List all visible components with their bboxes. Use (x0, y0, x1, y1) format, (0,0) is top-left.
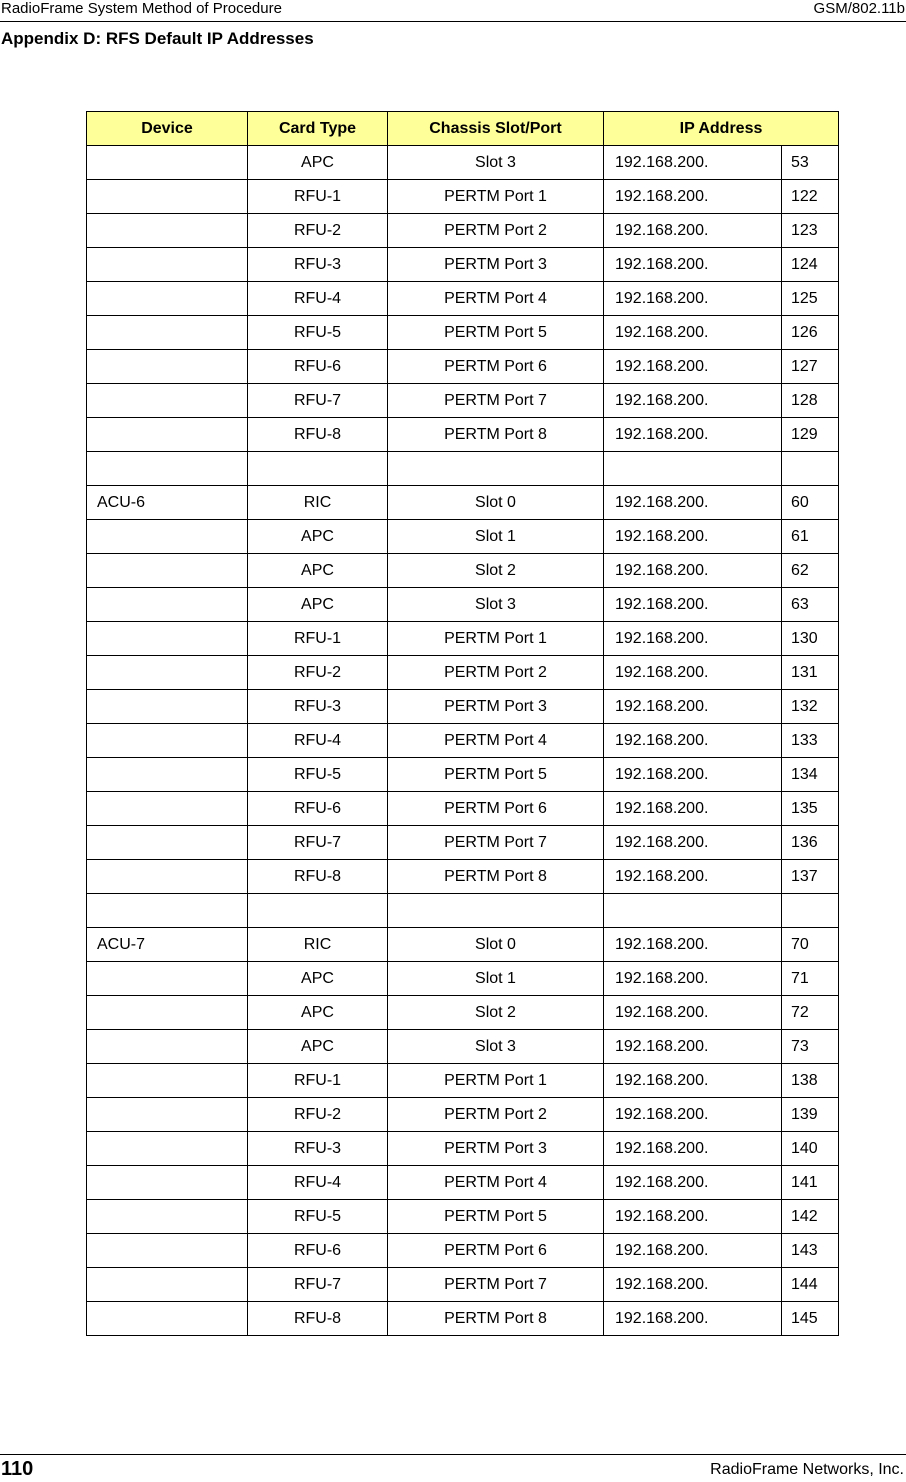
cell-ip-octet: 123 (782, 214, 839, 248)
cell-card-type: RFU-8 (248, 418, 388, 452)
cell-ip-base: 192.168.200. (604, 690, 782, 724)
cell-device (87, 656, 248, 690)
cell-ip-base: 192.168.200. (604, 520, 782, 554)
cell-chassis-slot-port: PERTM Port 8 (388, 860, 604, 894)
cell-ip-octet: 70 (782, 928, 839, 962)
cell-ip-octet: 122 (782, 180, 839, 214)
cell-ip-base: 192.168.200. (604, 724, 782, 758)
cell-chassis-slot-port: Slot 0 (388, 928, 604, 962)
cell-ip-base (604, 452, 782, 486)
cell-card-type: RFU-8 (248, 1302, 388, 1336)
cell-card-type (248, 452, 388, 486)
column-header-chassis-slot-port: Chassis Slot/Port (388, 112, 604, 146)
table-row (87, 520, 839, 554)
cell-chassis-slot-port (388, 452, 604, 486)
cell-device: ACU-6 (87, 486, 248, 520)
cell-ip-base: 192.168.200. (604, 214, 782, 248)
cell-ip-base: 192.168.200. (604, 418, 782, 452)
cell-ip-base: 192.168.200. (604, 1234, 782, 1268)
cell-ip-octet: 145 (782, 1302, 839, 1336)
cell-ip-octet: 134 (782, 758, 839, 792)
cell-device (87, 418, 248, 452)
cell-chassis-slot-port: PERTM Port 3 (388, 248, 604, 282)
table-row (87, 758, 839, 792)
page-number: 110 (1, 1458, 34, 1480)
cell-chassis-slot-port: PERTM Port 7 (388, 1268, 604, 1302)
cell-ip-base: 192.168.200. (604, 1302, 782, 1336)
cell-chassis-slot-port: PERTM Port 1 (388, 622, 604, 656)
cell-ip-octet: 139 (782, 1098, 839, 1132)
cell-chassis-slot-port: Slot 3 (388, 146, 604, 180)
ip-address-table (86, 111, 839, 1336)
cell-ip-base: 192.168.200. (604, 962, 782, 996)
cell-chassis-slot-port: Slot 1 (388, 962, 604, 996)
cell-ip-base: 192.168.200. (604, 1098, 782, 1132)
cell-card-type: RFU-3 (248, 1132, 388, 1166)
table-row (87, 1064, 839, 1098)
table-row (87, 1098, 839, 1132)
cell-card-type: APC (248, 1030, 388, 1064)
cell-ip-octet: 137 (782, 860, 839, 894)
cell-device (87, 690, 248, 724)
cell-card-type: RFU-5 (248, 1200, 388, 1234)
cell-card-type: RFU-7 (248, 826, 388, 860)
cell-device (87, 146, 248, 180)
cell-card-type: RFU-1 (248, 622, 388, 656)
cell-ip-octet: 124 (782, 248, 839, 282)
cell-device (87, 1132, 248, 1166)
cell-ip-octet: 142 (782, 1200, 839, 1234)
cell-chassis-slot-port: PERTM Port 2 (388, 1098, 604, 1132)
cell-device (87, 1166, 248, 1200)
page-footer (0, 1454, 906, 1482)
cell-card-type: RFU-4 (248, 1166, 388, 1200)
table-row (87, 792, 839, 826)
cell-chassis-slot-port: PERTM Port 3 (388, 1132, 604, 1166)
table-row (87, 962, 839, 996)
cell-device (87, 520, 248, 554)
cell-ip-base: 192.168.200. (604, 1132, 782, 1166)
cell-card-type: APC (248, 146, 388, 180)
table-row (87, 894, 839, 928)
cell-chassis-slot-port: PERTM Port 7 (388, 384, 604, 418)
cell-card-type: RFU-8 (248, 860, 388, 894)
cell-ip-base: 192.168.200. (604, 1064, 782, 1098)
cell-device (87, 996, 248, 1030)
cell-ip-octet: 143 (782, 1234, 839, 1268)
cell-chassis-slot-port: PERTM Port 7 (388, 826, 604, 860)
table-row (87, 214, 839, 248)
table-row (87, 860, 839, 894)
cell-device (87, 282, 248, 316)
table-row (87, 384, 839, 418)
cell-ip-base: 192.168.200. (604, 656, 782, 690)
table-row (87, 622, 839, 656)
cell-ip-base: 192.168.200. (604, 860, 782, 894)
cell-device (87, 1268, 248, 1302)
cell-chassis-slot-port: PERTM Port 4 (388, 1166, 604, 1200)
cell-card-type: RFU-5 (248, 758, 388, 792)
cell-card-type: APC (248, 996, 388, 1030)
table-row (87, 316, 839, 350)
cell-card-type: RFU-6 (248, 350, 388, 384)
table-row (87, 656, 839, 690)
cell-device: ACU-7 (87, 928, 248, 962)
cell-chassis-slot-port: Slot 2 (388, 554, 604, 588)
cell-ip-octet: 72 (782, 996, 839, 1030)
cell-chassis-slot-port: PERTM Port 5 (388, 1200, 604, 1234)
cell-chassis-slot-port: PERTM Port 3 (388, 690, 604, 724)
cell-device (87, 792, 248, 826)
cell-card-type: APC (248, 588, 388, 622)
cell-device (87, 1030, 248, 1064)
cell-ip-octet: 126 (782, 316, 839, 350)
cell-chassis-slot-port: PERTM Port 8 (388, 418, 604, 452)
cell-chassis-slot-port: PERTM Port 2 (388, 656, 604, 690)
table-row (87, 146, 839, 180)
cell-ip-base: 192.168.200. (604, 1166, 782, 1200)
cell-chassis-slot-port: Slot 3 (388, 588, 604, 622)
cell-ip-octet: 60 (782, 486, 839, 520)
cell-chassis-slot-port: PERTM Port 4 (388, 724, 604, 758)
table-row (87, 1030, 839, 1064)
cell-ip-octet: 138 (782, 1064, 839, 1098)
table-row (87, 826, 839, 860)
cell-ip-octet: 53 (782, 146, 839, 180)
cell-ip-octet: 128 (782, 384, 839, 418)
cell-ip-octet: 135 (782, 792, 839, 826)
cell-chassis-slot-port: PERTM Port 8 (388, 1302, 604, 1336)
cell-chassis-slot-port: PERTM Port 2 (388, 214, 604, 248)
table-row (87, 350, 839, 384)
document-title: RadioFrame System Method of Procedure (1, 0, 282, 17)
table-body (87, 146, 839, 1336)
cell-ip-octet: 131 (782, 656, 839, 690)
cell-ip-base: 192.168.200. (604, 384, 782, 418)
cell-card-type: RIC (248, 928, 388, 962)
cell-ip-base: 192.168.200. (604, 758, 782, 792)
cell-device (87, 248, 248, 282)
cell-ip-base: 192.168.200. (604, 146, 782, 180)
cell-chassis-slot-port: PERTM Port 1 (388, 180, 604, 214)
cell-chassis-slot-port: Slot 0 (388, 486, 604, 520)
cell-ip-octet: 127 (782, 350, 839, 384)
cell-chassis-slot-port: Slot 1 (388, 520, 604, 554)
table-row (87, 1302, 839, 1336)
cell-device (87, 962, 248, 996)
cell-card-type: RFU-5 (248, 316, 388, 350)
cell-chassis-slot-port: PERTM Port 5 (388, 758, 604, 792)
cell-ip-base: 192.168.200. (604, 316, 782, 350)
cell-device (87, 214, 248, 248)
cell-card-type: RIC (248, 486, 388, 520)
cell-device (87, 452, 248, 486)
table-row (87, 690, 839, 724)
cell-ip-base: 192.168.200. (604, 792, 782, 826)
table-row (87, 486, 839, 520)
cell-card-type: APC (248, 962, 388, 996)
column-header-card-type: Card Type (248, 112, 388, 146)
cell-chassis-slot-port (388, 894, 604, 928)
cell-card-type: RFU-7 (248, 1268, 388, 1302)
cell-ip-octet: 132 (782, 690, 839, 724)
cell-ip-base: 192.168.200. (604, 248, 782, 282)
cell-ip-base: 192.168.200. (604, 928, 782, 962)
cell-ip-octet: 140 (782, 1132, 839, 1166)
cell-ip-octet: 133 (782, 724, 839, 758)
cell-ip-octet: 130 (782, 622, 839, 656)
cell-card-type: RFU-2 (248, 1098, 388, 1132)
table-row (87, 418, 839, 452)
table-row (87, 1234, 839, 1268)
cell-ip-octet: 71 (782, 962, 839, 996)
cell-chassis-slot-port: PERTM Port 6 (388, 1234, 604, 1268)
table-row (87, 928, 839, 962)
section-title: Appendix D: RFS Default IP Addresses (1, 29, 314, 48)
cell-chassis-slot-port: PERTM Port 4 (388, 282, 604, 316)
cell-device (87, 1064, 248, 1098)
cell-device (87, 180, 248, 214)
cell-ip-octet: 125 (782, 282, 839, 316)
cell-card-type: APC (248, 520, 388, 554)
cell-ip-base: 192.168.200. (604, 486, 782, 520)
cell-card-type: RFU-3 (248, 248, 388, 282)
cell-device (87, 894, 248, 928)
cell-card-type (248, 894, 388, 928)
cell-card-type: RFU-3 (248, 690, 388, 724)
cell-card-type: RFU-1 (248, 1064, 388, 1098)
table-row (87, 1268, 839, 1302)
cell-card-type: RFU-6 (248, 792, 388, 826)
cell-device (87, 724, 248, 758)
cell-ip-base: 192.168.200. (604, 826, 782, 860)
cell-device (87, 860, 248, 894)
cell-device (87, 350, 248, 384)
cell-chassis-slot-port: PERTM Port 6 (388, 792, 604, 826)
cell-card-type: RFU-4 (248, 282, 388, 316)
cell-device (87, 588, 248, 622)
table-row (87, 452, 839, 486)
table-row (87, 180, 839, 214)
cell-ip-octet: 129 (782, 418, 839, 452)
cell-chassis-slot-port: Slot 3 (388, 1030, 604, 1064)
cell-chassis-slot-port: PERTM Port 5 (388, 316, 604, 350)
table-row (87, 588, 839, 622)
cell-card-type: RFU-2 (248, 214, 388, 248)
cell-device (87, 1098, 248, 1132)
cell-ip-base: 192.168.200. (604, 1200, 782, 1234)
table-row (87, 1166, 839, 1200)
column-header-device: Device (87, 112, 248, 146)
cell-card-type: RFU-6 (248, 1234, 388, 1268)
cell-ip-octet: 136 (782, 826, 839, 860)
cell-ip-octet: 63 (782, 588, 839, 622)
cell-card-type: RFU-7 (248, 384, 388, 418)
column-header-ip-address: IP Address (604, 112, 839, 146)
document-system: GSM/802.11b (813, 0, 905, 17)
cell-ip-octet: 73 (782, 1030, 839, 1064)
cell-ip-base: 192.168.200. (604, 622, 782, 656)
page-header (0, 0, 906, 22)
cell-chassis-slot-port: PERTM Port 1 (388, 1064, 604, 1098)
footer-company: RadioFrame Networks, Inc. (710, 1461, 904, 1478)
cell-device (87, 1200, 248, 1234)
cell-ip-base: 192.168.200. (604, 1030, 782, 1064)
table-row (87, 554, 839, 588)
cell-device (87, 384, 248, 418)
cell-device (87, 554, 248, 588)
cell-ip-octet: 141 (782, 1166, 839, 1200)
cell-chassis-slot-port: PERTM Port 6 (388, 350, 604, 384)
cell-ip-base: 192.168.200. (604, 588, 782, 622)
cell-card-type: RFU-1 (248, 180, 388, 214)
table-header-row (87, 112, 839, 146)
table-row (87, 282, 839, 316)
cell-ip-octet (782, 452, 839, 486)
cell-ip-octet: 61 (782, 520, 839, 554)
cell-ip-base: 192.168.200. (604, 996, 782, 1030)
cell-ip-base: 192.168.200. (604, 350, 782, 384)
table-row (87, 1132, 839, 1166)
table-row (87, 1200, 839, 1234)
table-row (87, 996, 839, 1030)
cell-card-type: RFU-2 (248, 656, 388, 690)
cell-card-type: APC (248, 554, 388, 588)
cell-ip-octet: 62 (782, 554, 839, 588)
table-row (87, 248, 839, 282)
cell-device (87, 1302, 248, 1336)
cell-device (87, 758, 248, 792)
cell-device (87, 316, 248, 350)
cell-ip-octet: 144 (782, 1268, 839, 1302)
cell-ip-base: 192.168.200. (604, 282, 782, 316)
cell-ip-base (604, 894, 782, 928)
cell-ip-base: 192.168.200. (604, 1268, 782, 1302)
table-row (87, 724, 839, 758)
cell-device (87, 1234, 248, 1268)
cell-ip-base: 192.168.200. (604, 554, 782, 588)
cell-ip-base: 192.168.200. (604, 180, 782, 214)
cell-ip-octet (782, 894, 839, 928)
cell-chassis-slot-port: Slot 2 (388, 996, 604, 1030)
cell-device (87, 826, 248, 860)
cell-card-type: RFU-4 (248, 724, 388, 758)
cell-device (87, 622, 248, 656)
